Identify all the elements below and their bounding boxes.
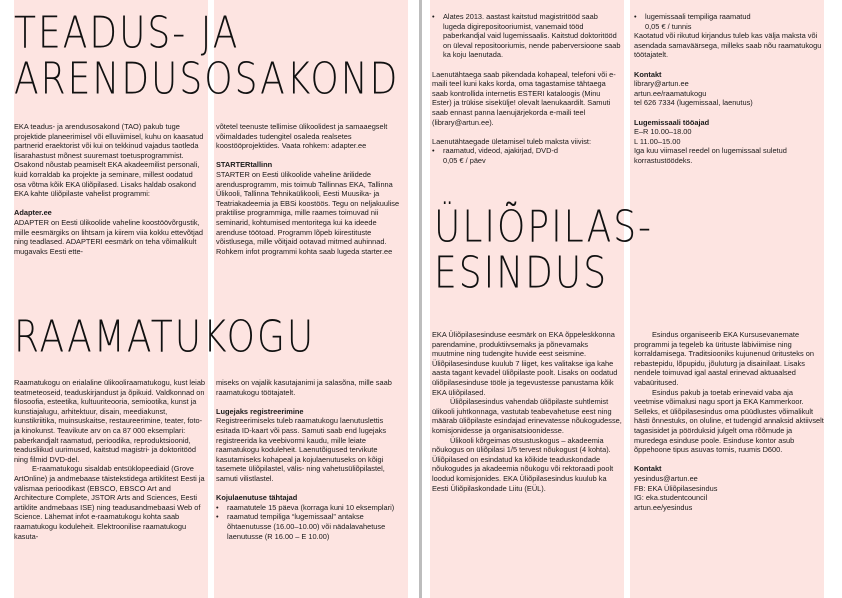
section-title-student-council-line1: ÜLIÕPILAS- xyxy=(434,202,654,253)
paragraph: STARTER on Eesti ülikoolide vaheline ärilidede arendusprogramm, mis toimub Tallinnas EKA, Tallinna Ülikooli, Tallinna Tehnikaülikooli, Eesti Muusika- ja Teatriakadeemia ja EBSi koostöös. Tegu on neljakuulise praktilise programmiga, mille raames toimuvad nii seminarid, kohtumised mentoritega kui ka ideede arenduse töötoad. Programm lõpeb kiirestituste võistlusega, mille võitjaid ootavad mitmed auhinnad. Rohkem infot programmi kohta saab lugeda starter.ee xyxy=(216,169,400,256)
council-column-2 xyxy=(634,330,824,570)
section-title-tao-line1: TEADUS- JA xyxy=(14,8,240,59)
subheading: Adapter.ee xyxy=(14,208,52,218)
contact-facebook: FB: EKA Üliõpilasesindus xyxy=(634,483,718,493)
list-item-continued xyxy=(432,156,622,166)
paragraph: Esindus organiseerib EKA Kursusevanemate programmi ja tegeleb ka ürituste läbiviimise ning korraldamisega. Traditsiooniks kujunenud üritusteks on rebastepidu, lõpupidu, jõuluturg ja disainilaat. Lisaks nendele toimuvad igal aastal erinevad aktuaalsed vabaüritused. xyxy=(634,330,814,387)
paragraph: Üliõpilasesindus vahendab üliõpilaste suhtlemist ülikooli juhtkonnaga, vastutab teabevahetuse eest ning määrab üliõpilaste esindajad erinevatesse nõukogudesse, komisjonidesse ja organisatsioonidesse. xyxy=(432,397,622,435)
right-page xyxy=(422,0,842,598)
list-item-continued xyxy=(634,22,824,32)
list-item: • raamatud, videod, ajakirjad, DVD-d xyxy=(432,146,622,156)
section-title-library: RAAMATUKOGU xyxy=(14,312,316,363)
paragraph: Esindus pakub ja toetab erinevaid vaba aja veetmise võimalusi nagu sport ja EKA Kammerkoor. Selleks, et üliõpilasesindus oma püüdlustes võimalikult hästi õnnestuks, on oluline, et tudengid annaksid aktiivselt tagasisidet ja pöörduksid julgelt oma rõõmude ja muredega esinduse poole. Esinduse kontor asub õppehoone tipus asuvas tornis, ruumis D600. xyxy=(634,387,824,455)
library-column-4 xyxy=(634,12,824,192)
contact-instagram: IG: eka.studentcouncil xyxy=(634,493,708,503)
paragraph: võtetel teenuste tellimise ülikoolidest ja samaaegselt võimaldades tudengitel osaleda realsetes koostööprojektides. Vaata rohkem: adapter.ee xyxy=(216,122,388,151)
left-page xyxy=(0,0,420,598)
subheading: Kontakt xyxy=(634,464,662,474)
fine-list xyxy=(634,12,824,31)
tao-column-1 xyxy=(14,122,206,298)
library-column-1 xyxy=(14,378,206,574)
section-title-tao-line2: ARENDUSOSAKOND xyxy=(14,54,400,105)
paragraph: EKA Üliõpilasesinduse eesmärk on EKA õppeleskkonna parendamine, produktiivsemaks ja põnevamaks muutmine ning tudengite huvide eest seismine. Üliõpilasesinduse kuulub 7 liiget, kes valitakse iga kahe aasta tagant kevadel üliõpilaste poolt. Lisaks on oodatud üliõpilasesinduse tööle ja tegevustesse panustama kõik EKA üliõpilased. xyxy=(432,330,618,397)
list-item: • lugemissaali tempiliga raamatud xyxy=(634,12,824,22)
paragraph: Ülikooli kõrgeimas otsustuskogus – akadeemia nõukogus on üliõpilasi 1/5 tervest nõukogust (4 kohta). Üliõpilased on esindatud ka kõikide teaduskondade nõukogudes ja akadeemia nõukogu või rektoraadi poolt loodud komisjonides. EKA Üliõpilasesindus kuulub ka Eesti Üliõpilaskondade Liitu (EÜL). xyxy=(432,435,614,493)
opening-hours: E–R 10.00–18.00 xyxy=(634,127,692,137)
fine-value: 0,05 € / päev xyxy=(443,155,486,165)
library-column-3 xyxy=(432,12,622,192)
paragraph: Laenutähtaegade ületamisel tuleb maksta viivist: xyxy=(432,136,591,146)
section-title-student-council-line2: ESINDUS xyxy=(434,248,609,299)
paragraph: Iga kuu viimasel reedel on lugemissaal suletud korrastustöödeks. xyxy=(634,146,787,165)
paragraph: Raamatukogu on erialaline ülikooliraamatukogu, kust leiab teatmeteoseid, teaduskirjandust ja õpikuid. Valdkonnad on filosoofia, esteetika, kultuuriteooria, semiootika, kunst ja kunstiajalugu, arhitektuur, disain, meediakunst, kunstikriitika, muinsuskaitse, restaureerimine, teater, foto- ja kinokunst. Teavikute arv on ca 87 000 eksemplari: paberkandjalt raamatud, perioodika, reproduktsioonid, teadusliikud uurimused, kaitstud magistri- ja doktoritööd ning filmid DVD-del. xyxy=(14,378,206,464)
contact-email: yesindus@artun.ee xyxy=(634,473,698,483)
tao-column-2 xyxy=(216,122,408,298)
subheading: Lugejaks registreerimine xyxy=(216,406,304,416)
loan-period-list xyxy=(216,503,408,541)
contact-phone: tel 626 7334 (lugemissaal, laenutus) xyxy=(634,98,753,108)
thesis-list xyxy=(432,12,622,60)
subheading: Kontakt xyxy=(634,69,662,79)
fine-value: 0,05 € / tunnis xyxy=(645,21,692,31)
list-item: • Alates 2013. aastast kaitstud magistritööd saab lugeda digirepositooriumist, vanemaid tööd paberkandjal vaid lugemissaalis. Kaitstud doktoritööd on üleval repositooriumis, nende paberversioone saab ka koju laenutada. xyxy=(432,12,622,60)
subheading: STARTERtallinn xyxy=(216,160,273,170)
council-column-1 xyxy=(432,330,622,570)
subheading: Kojulaenutuse tähtajad xyxy=(216,493,298,503)
fine-list xyxy=(432,146,622,165)
paragraph: Kaotatud või rikutud kirjandus tuleb kas välja maksta või asendada samaväärsega, milleks saab nõu raamatukogu töötajatelt. xyxy=(634,31,822,60)
opening-hours: L 11.00–15.00 xyxy=(634,136,681,146)
paragraph: EKA teadus- ja arendusosakond (TAO) pakub tuge projektide planeerimisel või elluviimisel, kuhu on kaasatud partnerid eraektorist või kui on tekkinud vajadus taotleda lisarahastust mõnest suuremast toetusprogrammist. Osakond nõustab peamiselt EKA akadeemilist personali, kuid korraldab ka projekte ja seminare, millest oodatud osa võtma kõik EKA üliõpilased. Lisaks haldab osakond EKA kahte üliõpilaste vahelist programmi: xyxy=(14,122,204,199)
paragraph: E-raamatukogu sisaldab entsüklopeediaid (Grove ArtOnline) ja andmebaase täistekstidega artiklitest Eesti ja välismaa perioodikast (EBSCO, EBSCO Art and Architecture Complete, JSTOR Arts and Sciences, Eesti artiklite andmebaas ISE) ning teadusandmebaasi Web of Science. Lähemat infot e-raamatukogu kohta saab raamatukogu koduleheit. Elektroonilise raamatukogu kasuta- xyxy=(14,464,205,541)
paragraph: ADAPTER on Eesti ülikoolide vaheline koostöövõrgustik, mille eesmärgiks on lihtsam ja kiirem viia kokku ettevõtjad ning teadlased. ADAPTERI eesmärk on teha võimalikult mugavaks Eesti ette- xyxy=(14,217,203,256)
contact-email: library@artun.ee xyxy=(634,79,689,89)
library-column-2 xyxy=(216,378,408,574)
contact-url: artun.ee/raamatukogu xyxy=(634,88,707,98)
paragraph: Laenutähtaega saab pikendada kohapeal, telefoni või e-maili teel kuni kaks korda, oma tagastamise tähtaega saab kontrollida internetis ESTERI kataloogis (Minu Ester) ja trükise sisekülje! olevalt laenukaardilt. Samuti saab ennast panna laenujärjekorda e-maili teel (library@artun.ee). xyxy=(432,69,616,127)
contact-url: artun.ee/yesindus xyxy=(634,502,693,512)
subheading: Lugemissaali tööajad xyxy=(634,117,710,127)
paragraph: Registreerimiseks tuleb raamatukogu laenutuslettis esitada ID-kaart või pass. Samuti saab end lugejaks registreerida ka veebivormi kaudu, mille leiate raamatukogu koduleheit. Laenutõigused tervikute kasutamiseks kohapeal ja kojulaenutuseks on kõigi tasemete üliõpilastel, välis- ning vahetusüliõpilastel, samuti vilistlastel. xyxy=(216,416,387,483)
paragraph: miseks on vajalik kasutajanimi ja salasõna, mille saab raamatukogu töötajatelt. xyxy=(216,378,392,397)
list-item: • raamatud tempiliga “lugemissaal” antakse õhtaenutusse (16.00–10.00) või nädalavahetuse laenutusse (R 16.00 – E 10.00) xyxy=(216,512,408,541)
list-item: • raamatutele 15 päeva (korraga kuni 10 eksemplari) xyxy=(216,503,408,513)
